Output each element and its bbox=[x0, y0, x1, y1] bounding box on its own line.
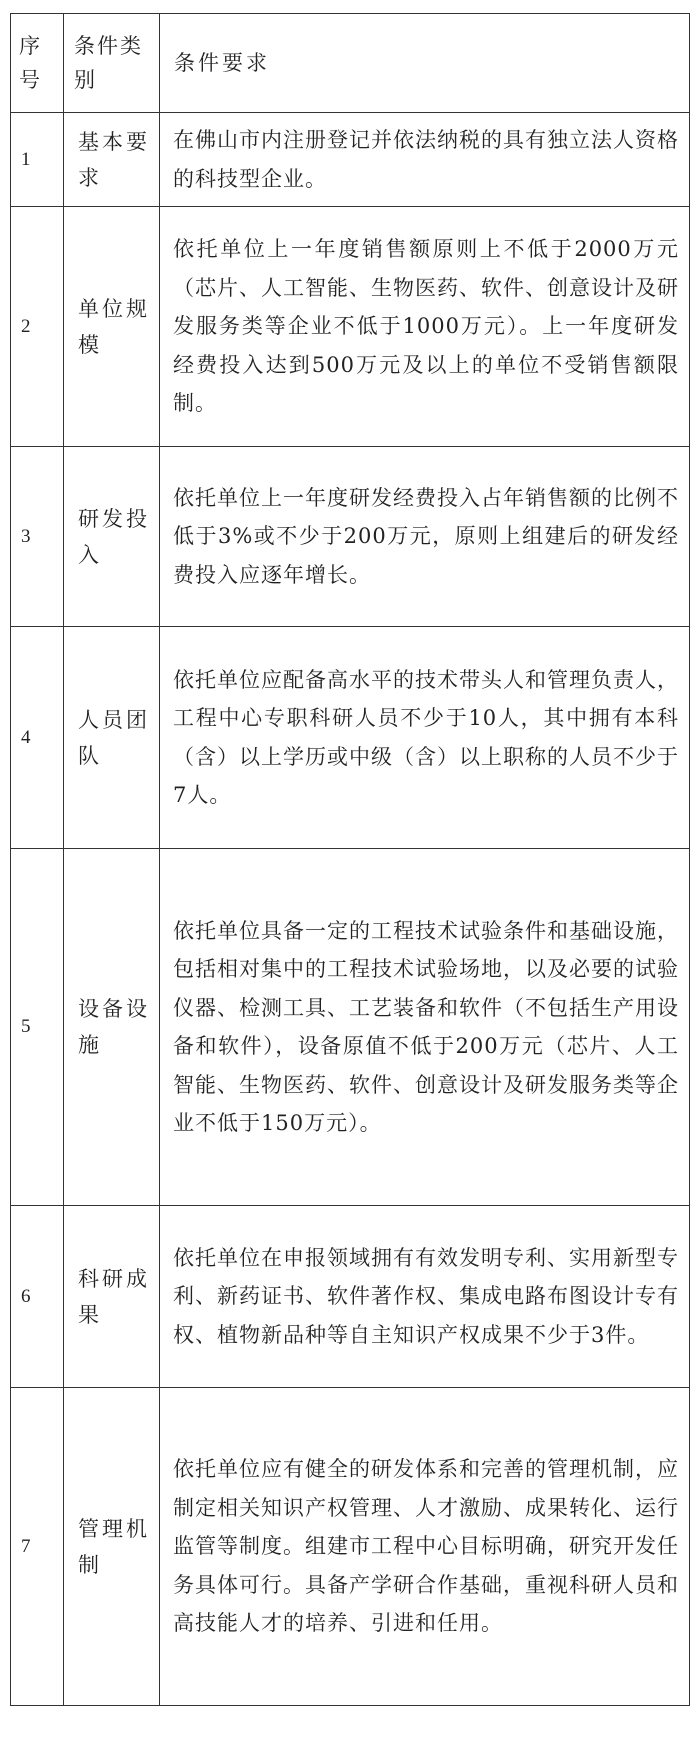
row-requirement: 在佛山市内注册登记并依法纳税的具有独立法人资格的科技型企业。 bbox=[160, 113, 690, 207]
row-index: 3 bbox=[11, 447, 64, 627]
header-category: 条件类别 bbox=[64, 14, 160, 113]
table-row bbox=[11, 113, 690, 207]
header-requirement: 条件要求 bbox=[160, 14, 690, 113]
row-category: 单位规模 bbox=[64, 207, 160, 447]
row-index: 6 bbox=[11, 1206, 64, 1388]
row-requirement: 依托单位应有健全的研发体系和完善的管理机制，应制定相关知识产权管理、人才激励、成果转化、运行监管等制度。组建市工程中心目标明确，研究开发任务具体可行。具备产学研合作基础，重视科研人员和高技能人才的培养、引进和任用。 bbox=[160, 1388, 690, 1706]
row-requirement: 依托单位上一年度研发经费投入占年销售额的比例不低于3%或不少于200万元，原则上组建后的研发经费投入应逐年增长。 bbox=[160, 447, 690, 627]
row-requirement: 依托单位应配备高水平的技术带头人和管理负责人，工程中心专职科研人员不少于10人，其中拥有本科（含）以上学历或中级（含）以上职称的人员不少于7人。 bbox=[160, 627, 690, 849]
row-category: 设备设施 bbox=[64, 849, 160, 1206]
row-requirement: 依托单位在申报领域拥有有效发明专利、实用新型专利、新药证书、软件著作权、集成电路布图设计专有权、植物新品种等自主知识产权成果不少于3件。 bbox=[160, 1206, 690, 1388]
table-row bbox=[11, 627, 690, 849]
row-requirement: 依托单位上一年度销售额原则上不低于2000万元（芯片、人工智能、生物医药、软件、创意设计及研发服务类等企业不低于1000万元）。上一年度研发经费投入达到500万元及以上的单位不受销售额限制。 bbox=[160, 207, 690, 447]
table-row bbox=[11, 447, 690, 627]
table-row bbox=[11, 1206, 690, 1388]
row-category: 研发投入 bbox=[64, 447, 160, 627]
row-category: 管理机制 bbox=[64, 1388, 160, 1706]
header-index: 序号 bbox=[11, 14, 64, 113]
table-row bbox=[11, 849, 690, 1206]
row-index: 7 bbox=[11, 1388, 64, 1706]
row-index: 4 bbox=[11, 627, 64, 849]
row-index: 5 bbox=[11, 849, 64, 1206]
table-row bbox=[11, 1388, 690, 1706]
table-row bbox=[11, 207, 690, 447]
table-header-row bbox=[11, 14, 690, 113]
row-index: 2 bbox=[11, 207, 64, 447]
row-index: 1 bbox=[11, 113, 64, 207]
row-category: 人员团队 bbox=[64, 627, 160, 849]
row-category: 科研成果 bbox=[64, 1206, 160, 1388]
conditions-table bbox=[10, 13, 690, 1706]
row-category: 基本要求 bbox=[64, 113, 160, 207]
row-requirement: 依托单位具备一定的工程技术试验条件和基础设施，包括相对集中的工程技术试验场地，以及必要的试验仪器、检测工具、工艺装备和软件（不包括生产用设备和软件），设备原值不低于200万元（芯片、人工智能、生物医药、软件、创意设计及研发服务类等企业不低于150万元）。 bbox=[160, 849, 690, 1206]
conditions-table-wrapper bbox=[10, 13, 690, 1706]
